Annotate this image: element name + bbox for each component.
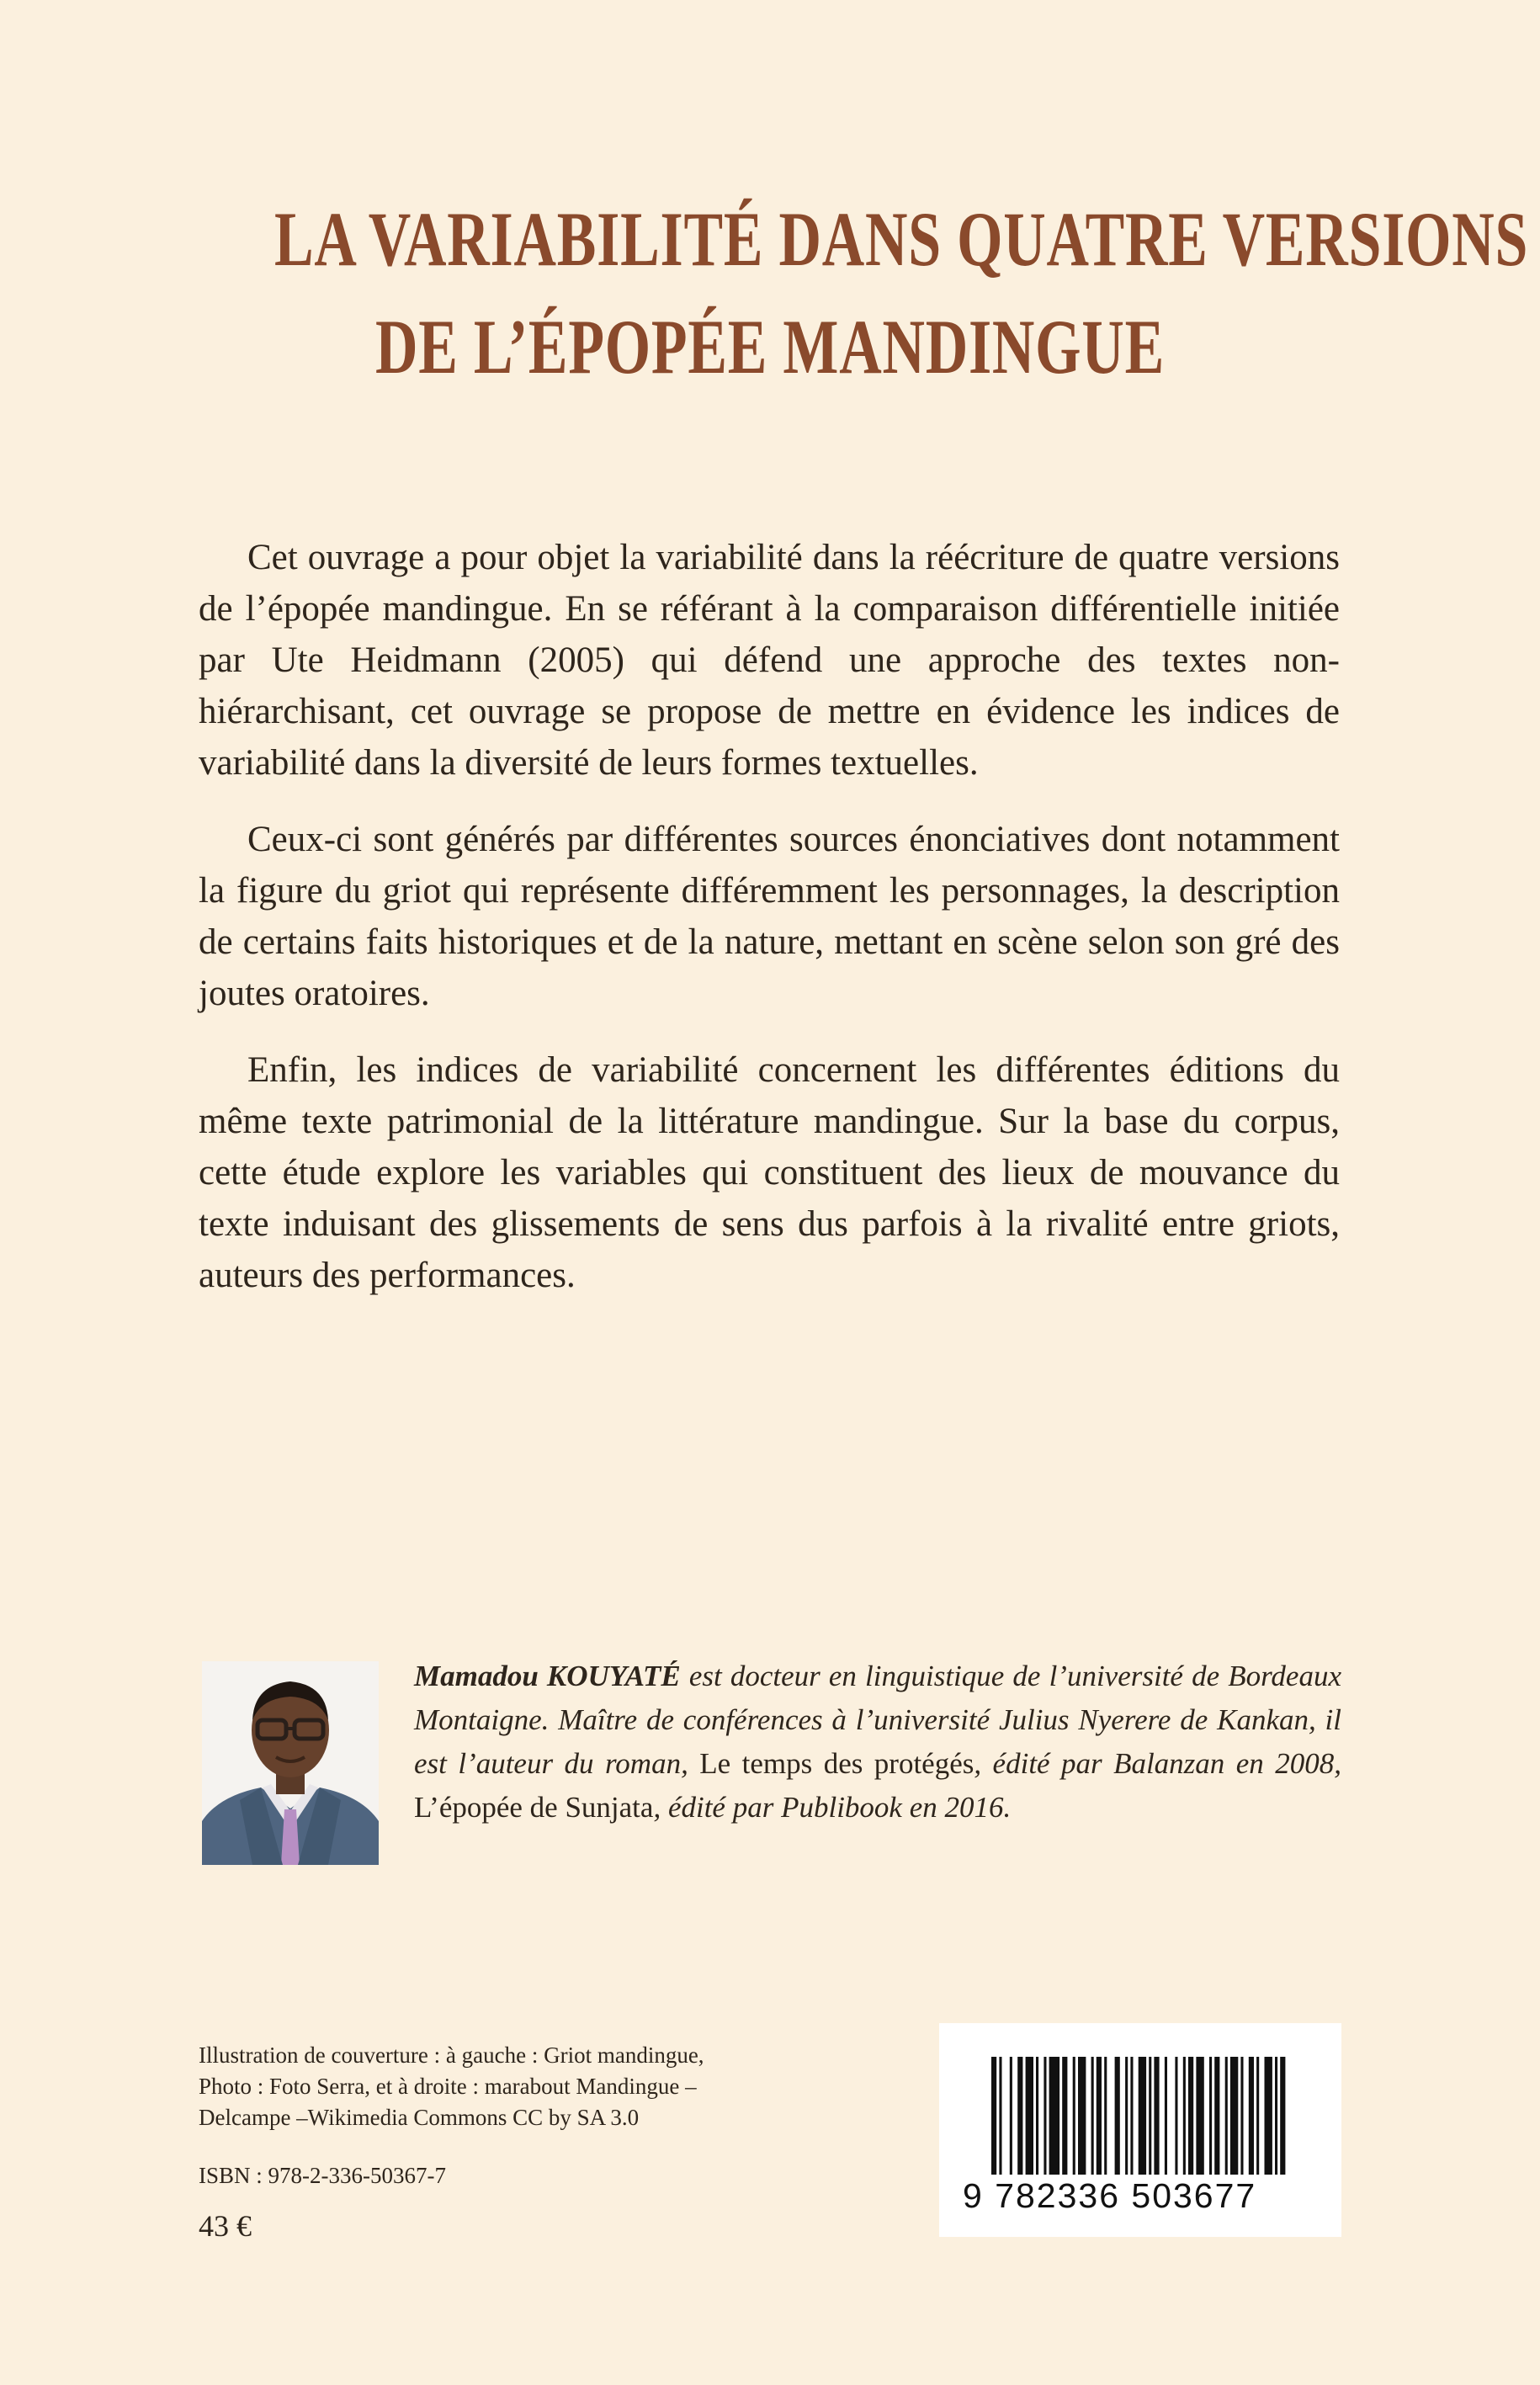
barcode-bar (1115, 2057, 1120, 2175)
barcode-digits: 9 782336 503677 (963, 2176, 1257, 2215)
author-photo (202, 1661, 379, 1865)
summary-paragraph: Ceux-ci sont générés par différentes sources énonciatives dont notamment la figure du griot qui représente différemment les personnages, la description de certains faits historiques et de la nature, mettant en scène selon son gré des joutes oratoires. (199, 820, 1340, 1013)
barcode-bar (1154, 2057, 1159, 2175)
isbn: ISBN : 978-2-336-50367-7 (199, 2163, 446, 2188)
barcode-bar (1062, 2057, 1067, 2175)
book-title-1: Le temps des protégés (699, 1747, 974, 1780)
book-title (274, 185, 1529, 401)
credits-line: Delcampe –Wikimedia Commons CC by SA 3.0 (199, 2105, 640, 2130)
author-name: Mamadou KOUYATÉ (414, 1660, 681, 1692)
author-bio-text: est docteur en linguistique de l’université de Bordeaux Montaigne. Maître de conférences à l’université Julius Nyerere de Kankan, il est l’auteur du roman, (414, 1660, 1341, 1780)
barcode-bar (1104, 2057, 1107, 2175)
barcode-bar (1225, 2057, 1228, 2175)
illustration-credits (199, 2040, 872, 2133)
barcode-bar (1214, 2057, 1219, 2175)
barcode-bar (1043, 2057, 1046, 2175)
barcode-bar (1017, 2057, 1022, 2175)
price: 43 € (199, 2209, 252, 2243)
barcode-bar (1130, 2057, 1133, 2175)
author-bio-text: , édité par Publibook en 2016. (653, 1791, 1012, 1824)
book-title-2: L’épopée de Sunjata (414, 1791, 654, 1824)
author-bio (414, 1655, 1341, 1830)
barcode-bar (1265, 2057, 1272, 2175)
barcode (939, 2023, 1341, 2237)
barcode-bar (1183, 2057, 1186, 2175)
barcode-bar (1240, 2057, 1243, 2175)
summary-text (199, 532, 1340, 1326)
barcode-bar (1275, 2057, 1277, 2175)
author-portrait-image (202, 1661, 379, 1865)
barcode-bar (1149, 2057, 1151, 2175)
barcode-bar (1097, 2057, 1102, 2175)
barcode-bar (1196, 2057, 1203, 2175)
barcode-bar (1026, 2057, 1033, 2175)
barcode-bar (1078, 2057, 1086, 2175)
barcode-bar (1125, 2057, 1128, 2175)
barcode-bar (1010, 2057, 1012, 2175)
credits-line: Photo : Foto Serra, et à droite : marabout Mandingue – (199, 2074, 697, 2099)
barcode-bar (991, 2057, 996, 2175)
barcode-bar (1049, 2057, 1060, 2175)
title-line-2: DE L’ÉPOPÉE MANDINGUE (375, 304, 1165, 390)
summary-paragraph: Cet ouvrage a pour objet la variabilité dans la réécriture de quatre versions de l’épopée mandingue. En se référant à la comparaison différentielle initiée par Ute Heidmann (2005) qui défend une approche des textes non-hiérarchisant, cet ouvrage se propose de mettre en évidence les indices de variabilité dans la diversité de leurs formes textuelles. (199, 538, 1340, 783)
barcode-bar (1209, 2057, 1212, 2175)
title-line-1: LA VARIABILITÉ DANS QUATRE VERSIONS (274, 196, 1529, 282)
barcode-bar (1256, 2057, 1259, 2175)
summary-paragraph: Enfin, les indices de variabilité concernent les différentes éditions du même texte patrimonial de la littérature mandingue. Sur la base du corpus, cette étude explore les variables qui constituent des lieux de mouvance du texte induisant des glissements de sens dus parfois à la rivalité entre griots, auteurs des performances. (199, 1050, 1340, 1295)
barcode-bar (1249, 2057, 1254, 2175)
barcode-bar (1139, 2057, 1146, 2175)
barcode-bar (999, 2057, 1001, 2175)
barcode-bar (1091, 2057, 1094, 2175)
barcode-bar (1036, 2057, 1038, 2175)
barcode-bar (1073, 2057, 1075, 2175)
credits-line: Illustration de couverture : à gauche : Griot mandingue, (199, 2042, 704, 2068)
barcode-bar (1165, 2057, 1167, 2175)
barcode-bar (1188, 2057, 1193, 2175)
barcode-bar (1280, 2057, 1285, 2175)
author-bio-text: , édité par Balanzan en 2008, (974, 1747, 1341, 1780)
barcode-bar (1175, 2057, 1177, 2175)
barcode-bar (1230, 2057, 1238, 2175)
